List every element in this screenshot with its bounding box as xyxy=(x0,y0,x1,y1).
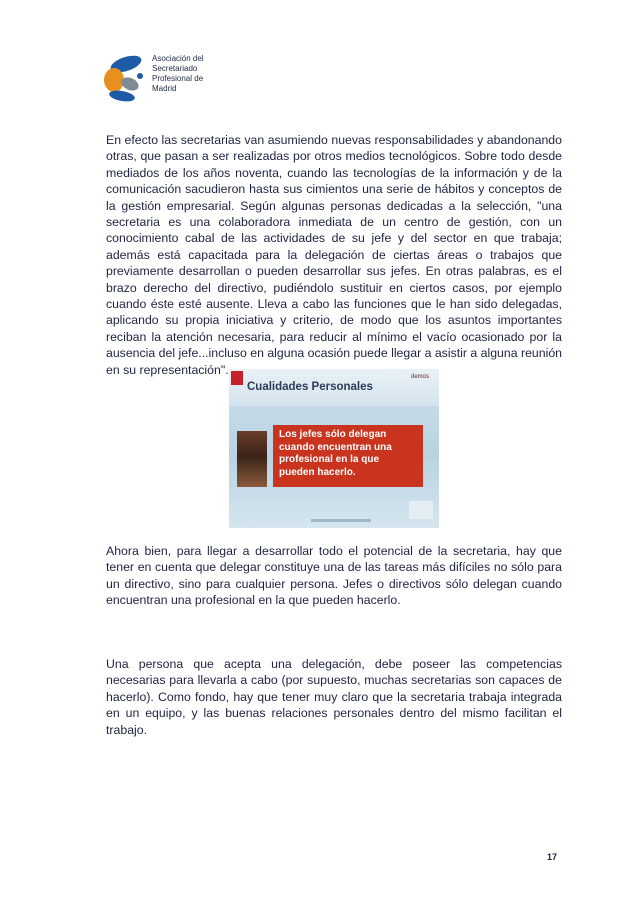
slide-quote-line: profesional en la que xyxy=(279,454,380,465)
logo-line: Asociación del xyxy=(152,54,204,63)
slide-quote xyxy=(279,429,423,479)
slide-brand-logo: demos xyxy=(410,374,429,380)
slide-mini-logo xyxy=(409,501,433,519)
slide-quote-line: Los jefes sólo delegan xyxy=(279,429,387,440)
association-logo xyxy=(100,48,240,110)
slide-title: Cualidades Personales xyxy=(247,381,373,393)
logo-line: Profesional de xyxy=(152,74,204,83)
slide-quote-line: pueden hacerlo. xyxy=(279,466,356,478)
body-paragraph: Ahora bien, para llegar a desarrollar todo el potencial de la secretaria, hay que tener en cuenta que delegar constituye una de las tareas más difíciles no sólo para un directivo, sino para cualquier persona. Jefes o directivos sólo delegan cuando encuentran una profesional en la que pueden hacerlo. xyxy=(106,544,562,608)
body-paragraph: En efecto las secretarias van asumiendo nuevas responsabilidades y abandonando otras, que pasan a ser realizadas por otros medios tecnológicos. Sobre todo desde mediados de los años noventa, cuando las tecnologías de la información y de la comunicación sacudieron hasta sus cimientos una serie de hábitos y conceptos de la gestión empresarial. Según algunas personas dedicadas a la selección, "una secretaria es una colaboradora inmediata de un centro de gestión, con un conocimiento cabal de las actividades de su jefe y del sector en que trabaja; además está capacitada para la delegación de ciertas áreas o trabajos que previamente desarrollan o pueden desarrollar sus jefes. En otras palabras, es el brazo derecho del directivo, pudiéndolo sustituir en ciertos casos, por ejemplo cuando éste esté ausente. Lleva a cabo las funciones que le han sido delegadas, aplicando su propia iniciativa y criterio, de modo que los asuntos importantes reciban la atención necesaria, para reducir al mínimo el vacío ocasionado por la ausencia del jefe...incluso en alguna ocasión puede llegar a asistir a alguna reunión en su representación". xyxy=(106,133,562,377)
logo-line: Secretariado xyxy=(152,64,198,73)
logo-line: Madrid xyxy=(152,84,177,93)
logo-text xyxy=(152,54,204,94)
body-paragraph: Una persona que acepta una delegación, debe poseer las competencias necesarias para llevarla a cabo (por supuesto, muchas secretarias son capaces de hacerlo). Como fondo, hay que tener muy claro que la secretaria trabaja integrada en un equipo, y las buenas relaciones personales dentro del mismo facilitan el trabajo. xyxy=(106,657,562,737)
page-number: 17 xyxy=(547,852,558,862)
slide-image xyxy=(229,369,439,528)
slide-photo xyxy=(237,431,267,487)
slide-red-tab xyxy=(231,371,243,385)
logo-emblem-icon xyxy=(100,50,150,108)
slide-footer-line xyxy=(311,519,371,522)
slide-quote-line: cuando encuentran una xyxy=(279,441,392,453)
